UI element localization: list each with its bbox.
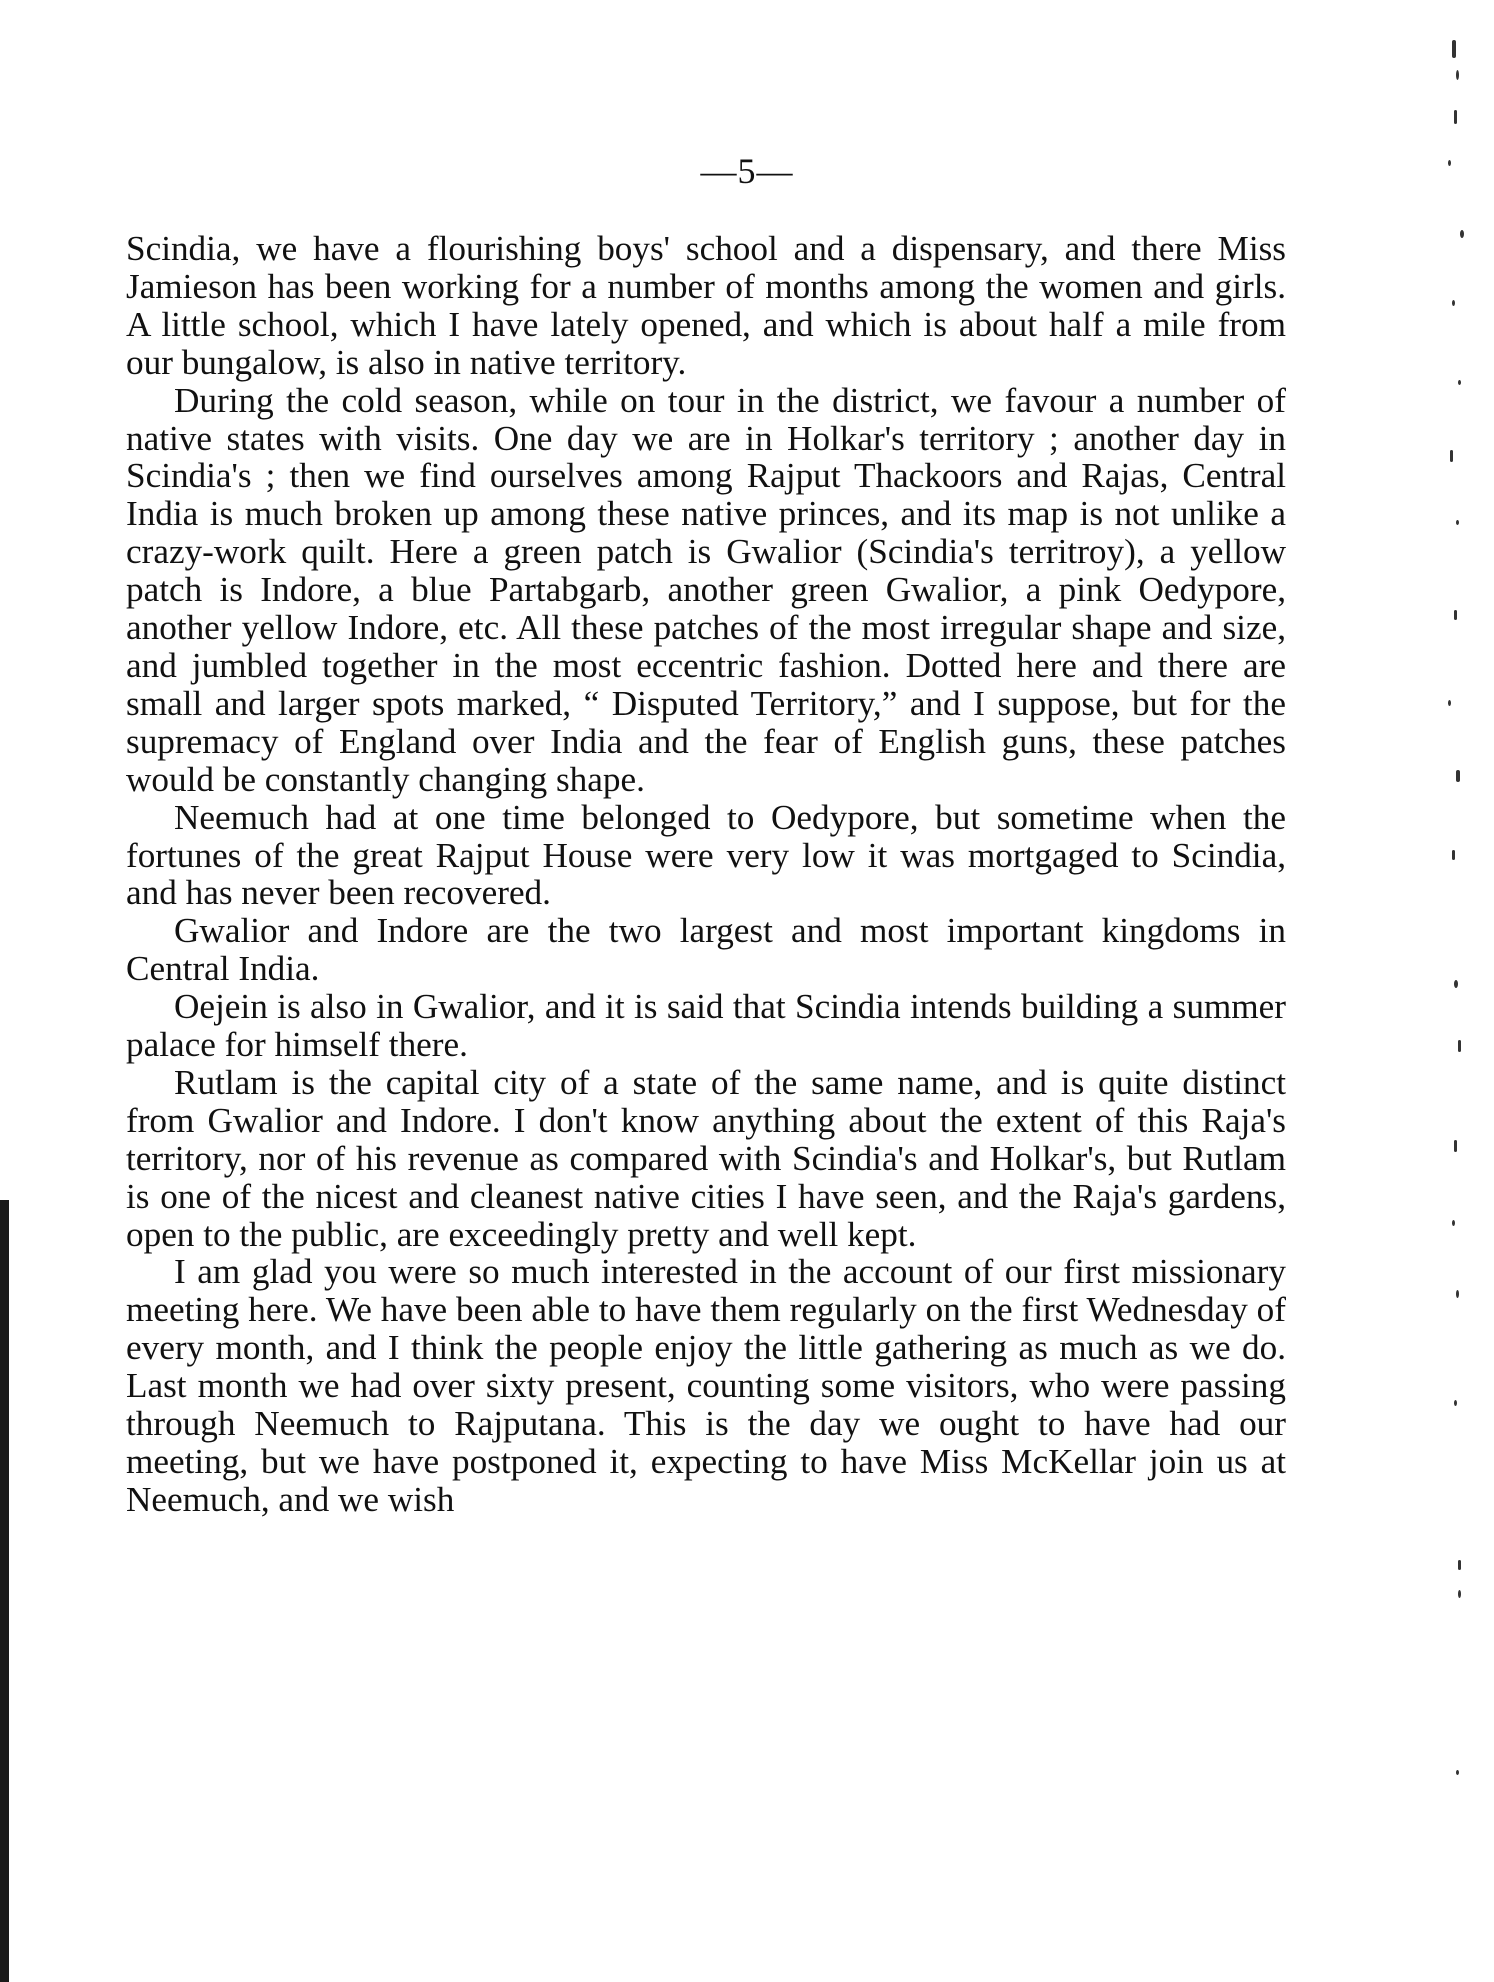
scan-speck bbox=[1454, 1140, 1457, 1152]
paragraph-1: Scindia, we have a flourishing boys' school and a dispensary, and there Miss Jamieson has been working for a number of months among the women and girls. A little school, which I have lately opened, and which is about half a mile from our bungalow, is also in native territory. bbox=[126, 229, 1286, 382]
scan-speck bbox=[1458, 1590, 1461, 1598]
paragraph-2: During the cold season, while on tour in the district, we favour a number of native states with visits. One day we are in Holkar's territory ; another day in Scindia's ; then we find ourselves among Rajput Thackoors and Rajas, Central India is much broken up among these native princes, and its map is not unlike a crazy-work quilt. Here a green patch is Gwalior (Scindia's territroy), a yellow patch is Indore, a blue Partabgarb, another green Gwalior, a pink Oedypore, another yellow Indore, etc. All these patches of the most irregular shape and size, and jumbled together in the most eccentric fashion. Dotted here and there are small and larger spots marked, “ Disputed Territory,” and I suppose, but for the supremacy of England over India and the fear of English guns, these patches would be constantly changing shape. bbox=[126, 380, 1286, 799]
scan-speck bbox=[1458, 380, 1461, 385]
page-number: —5— bbox=[700, 151, 794, 191]
paragraph-7: I am glad you were so much interested in the account of our first missionary meeting here. We have been able to have them regularly on the first Wednesday of every month, and I think the people enjoy the little gathering as much as we do. Last month we had over sixty present, counting some visitors, who were passing through Neemuch to Rajputana. This is the day we ought to have had our meeting, but we have postponed it, expecting to have Miss McKellar join us at Neemuch, and we wish bbox=[126, 1252, 1286, 1519]
scan-speck bbox=[1448, 700, 1451, 706]
paragraph-5: Oejein is also in Gwalior, and it is said that Scindia intends building a summer palace for himself there. bbox=[126, 987, 1286, 1065]
scan-speck bbox=[1458, 1040, 1461, 1052]
scan-noise-margin bbox=[1434, 0, 1494, 1982]
scan-speck bbox=[1460, 230, 1464, 238]
scan-speck bbox=[1456, 520, 1459, 525]
scan-speck bbox=[1450, 450, 1453, 462]
scan-speck bbox=[1454, 1400, 1457, 1406]
scan-speck bbox=[1454, 110, 1457, 124]
scan-speck bbox=[1454, 610, 1457, 620]
paragraph-6: Rutlam is the capital city of a state of the same name, and is quite distinct from Gwalior and Indore. I don't know anything about the extent of this Raja's territory, nor of his revenue as compared with Scindia's and Holkar's, but Rutlam is one of the nicest and cleanest native cities I have seen, and the Raja's gardens, open to the public, are exceedingly pretty and well kept. bbox=[126, 1062, 1286, 1254]
scan-speck bbox=[1456, 1290, 1459, 1298]
scan-speck bbox=[1456, 70, 1459, 80]
scan-speck bbox=[1458, 1560, 1461, 1570]
scan-speck bbox=[1448, 160, 1451, 166]
scan-speck bbox=[1456, 770, 1460, 782]
scan-speck bbox=[1454, 980, 1458, 988]
scan-binding-edge bbox=[0, 1200, 9, 1982]
scan-speck bbox=[1456, 1770, 1459, 1775]
scan-speck bbox=[1452, 850, 1455, 860]
scan-speck bbox=[1452, 300, 1455, 306]
paragraph-4: Gwalior and Indore are the two largest and most important kingdoms in Central India. bbox=[126, 911, 1286, 989]
letter-body bbox=[126, 230, 1286, 1519]
scan-speck bbox=[1452, 1220, 1455, 1226]
scan-speck bbox=[1452, 40, 1456, 58]
paragraph-3: Neemuch had at one time belonged to Oedypore, but sometime when the fortunes of the great Rajput House were very low it was mortgaged to Scindia, and has never been recovered. bbox=[126, 797, 1286, 913]
